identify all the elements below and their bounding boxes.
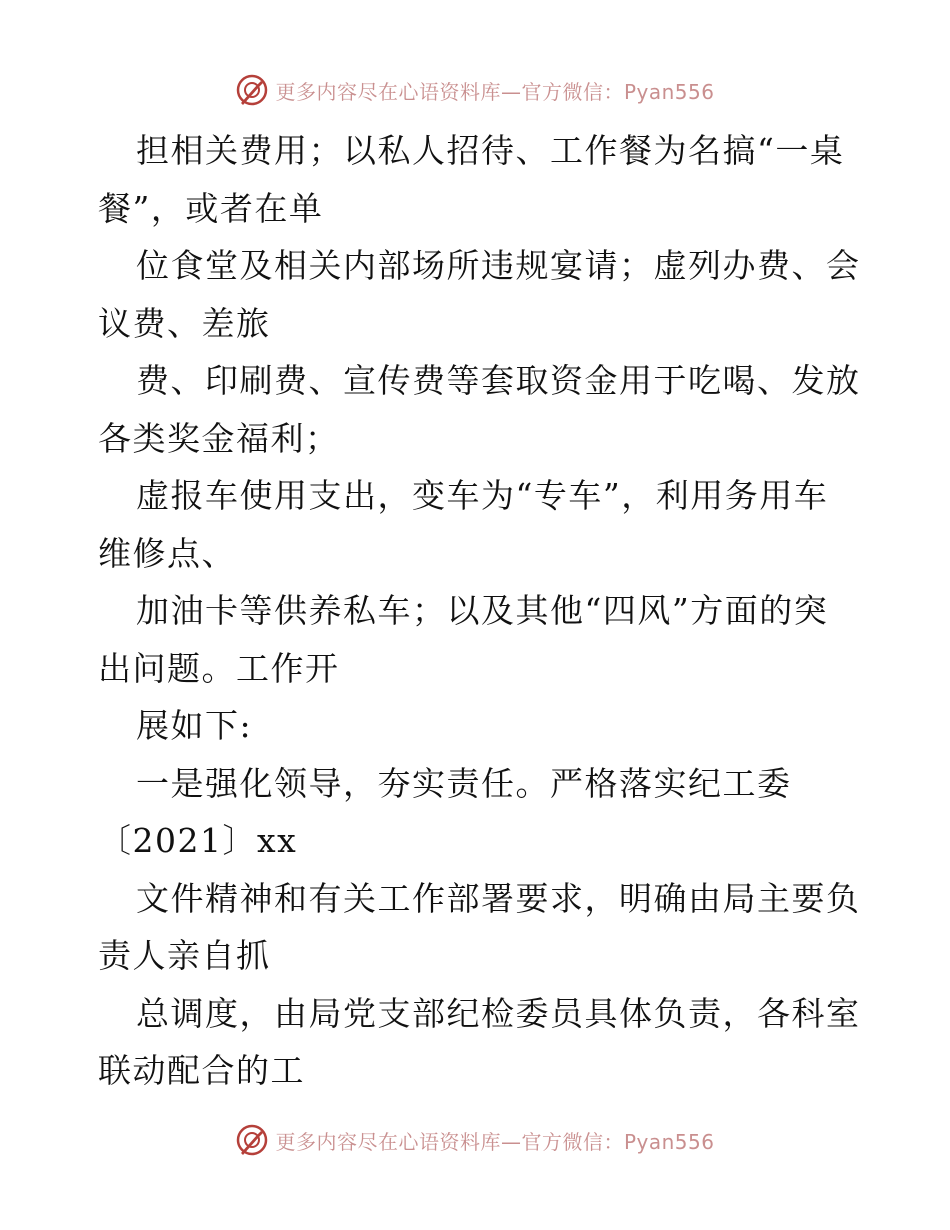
- paragraph-line: 维修点、: [98, 533, 236, 573]
- paragraph-line: 一是强化领导，夯实责任。严格落实纪工委: [136, 763, 792, 803]
- paragraph-line: 出问题。工作开: [98, 648, 340, 688]
- paragraph-line: 联动配合的工: [98, 1051, 305, 1090]
- brand-logo-icon: [235, 73, 269, 107]
- paragraph-line: 议费、差旅: [98, 303, 271, 343]
- paragraph-line: 各类奖金福利；: [98, 418, 340, 458]
- document-body: [98, 122, 861, 1100]
- footer-banner: [0, 1118, 950, 1162]
- paragraph-line: 担相关费用；以私人招待、工作餐为名搞“一桌: [136, 131, 845, 170]
- header-banner-text: 更多内容尽在心语资料库—官方微信：Pyan556: [275, 79, 715, 104]
- paragraph-line: 位食堂及相关内部场所违规宴请；虚列办费、会: [136, 246, 861, 285]
- paragraph-line: 虚报车使用支出，变车为“专车”，利用务用车: [136, 476, 829, 515]
- footer-banner-text: 更多内容尽在心语资料库—官方微信：Pyan556: [275, 1129, 715, 1154]
- paragraph-line: 费、印刷费、宣传费等套取资金用于吃喝、发放: [136, 361, 861, 400]
- paragraph-line: 展如下:: [136, 706, 253, 745]
- paragraph-line: 餐”，或者在单: [98, 188, 324, 228]
- brand-logo-icon: [235, 1123, 269, 1157]
- paragraph-line: 总调度，由局党支部纪检委员具体负责，各科室: [136, 993, 861, 1033]
- paragraph-line: 加油卡等供养私车；以及其他“四风”方面的突: [136, 591, 829, 630]
- paragraph-line: 文件精神和有关工作部署要求，明确由局主要负: [136, 878, 861, 918]
- paragraph-line: 责人亲自抓: [98, 936, 271, 975]
- header-banner: [0, 68, 950, 112]
- paragraph-line: 〔2021〕xx: [98, 821, 298, 860]
